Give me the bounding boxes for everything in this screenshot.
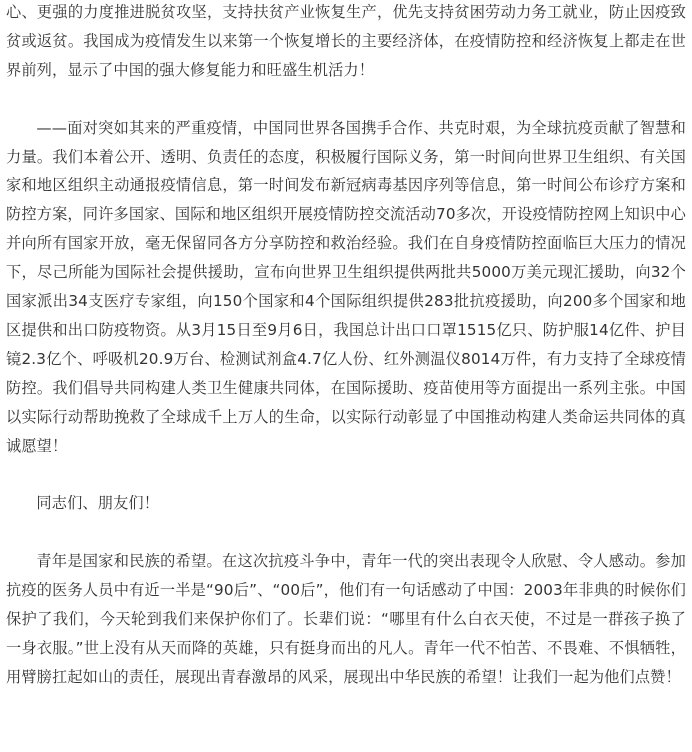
paragraph-youth: 青年是国家和民族的希望。在这次抗疫斗争中，青年一代的突出表现令人欣慰、令人感动。参加抗疫的医务人员中有近一半是“90后”、“00后”，他们有一句话感动了中国：2003年非典的时候你们保护了我们，今天轮到我们来保护你们了。长辈们说：“哪里有什么白衣天使，不过是一群孩子换了一身衣服。”世上没有从天而降的英雄，只有挺身而出的凡人。青年一代不怕苦、不畏难、不惧牺牲，用臂膀扛起如山的责任，展现出青春激昂的风采，展现出中华民族的希望！让我们一起为他们点赞！ (6, 552, 686, 686)
paragraph-spacer (6, 85, 686, 114)
paragraph-poverty-economy: 心、更强的力度推进脱贫攻坚，支持扶贫产业恢复生产，优先支持贫困劳动力务工就业，防止因疫致贫或返贫。我国成为疫情发生以来第一个恢复增长的主要经济体，在疫情防控和经济恢复上都走在世界前列，显示了中国的强大修复能力和旺盛生机活力！ (6, 3, 686, 79)
paragraph-spacer (6, 460, 686, 489)
paragraph-salutation: 同志们、朋友们！ (36, 494, 160, 513)
article-body (6, 0, 686, 692)
paragraph-global-cooperation: ——面对突如其来的严重疫情，中国同世界各国携手合作、共克时艰，为全球抗疫贡献了智慧和力量。我们本着公开、透明、负责任的态度，积极履行国际义务，第一时间向世界卫生组织、有关国家和地区组织主动通报疫情信息，第一时间发布新冠病毒基因序列等信息，第一时间公布诊疗方案和防控方案，同许多国家、国际和地区组织开展疫情防控交流活动70多次，开设疫情防控网上知识中心并向所有国家开放，毫无保留同各方分享防控和救治经验。我们在自身疫情防控面临巨大压力的情况下，尽己所能为国际社会提供援助，宣布向世界卫生组织提供两批共5000万美元现汇援助，向32个国家派出34支医疗专家组，向150个国家和4个国际组织提供283批抗疫援助，向200多个国家和地区提供和出口防疫物资。从3月15日至9月6日，我国总计出口口罩1515亿只、防护服14亿件、护目镜2.3亿个、呼吸机20.9万台、检测试剂盒4.7亿人份、红外测温仪8014万件，有力支持了全球疫情防控。我们倡导共同构建人类卫生健康共同体，在国际援助、疫苗使用等方面提出一系列主张。中国以实际行动帮助挽救了全球成千上万人的生命，以实际行动彰显了中国推动构建人类命运共同体的真诚愿望！ (6, 118, 686, 455)
paragraph-spacer (6, 518, 686, 547)
